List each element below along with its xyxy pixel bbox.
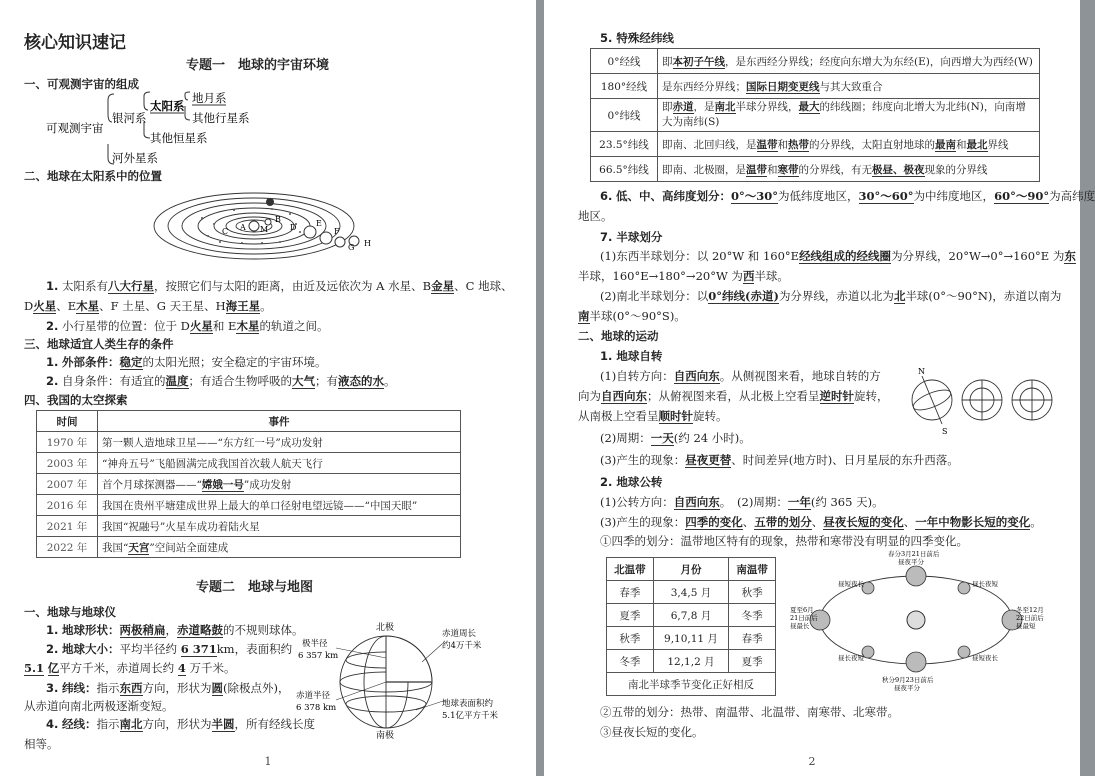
orbit-arc-3: 昼长夜短	[838, 654, 864, 662]
page-right	[544, 0, 1095, 776]
orbit-winter: 冬至12月	[1016, 606, 1044, 614]
rotation-heading: 1. 地球自转	[600, 349, 663, 363]
orbit-arc-2: 昼长夜短	[972, 580, 998, 588]
special-lines-table	[590, 48, 1040, 182]
para-rotation-dir: (1)自转方向：自西向东。从侧视图来看，地球自转的方	[600, 369, 881, 383]
para-rotation-effects: (3)产生的现象：昼夜更替、时间差异(地方时)、日月星辰的东升西落。	[600, 453, 959, 467]
tree-solar: 太阳系	[150, 99, 185, 113]
tree-extragalactic: 河外星系	[112, 151, 158, 165]
table-row: 1970 年 第一颗人造地球卫星——“东方红一号”成功发射	[37, 432, 461, 453]
th-event: 事件	[98, 411, 461, 432]
table-row: 0°经线 即本初子午线，是东西经分界线；经度向东增大为东经(E)，向西增大为西经(W)	[591, 49, 1040, 74]
para-ew-hemisphere-cont: 半球，160°E→180°→20°W 为西半球。	[578, 269, 789, 283]
page-left	[0, 0, 536, 776]
tree-earth-moon: 地月系	[192, 91, 227, 105]
orbit-arc-1: 昼短夜长	[838, 580, 864, 588]
orbit-summer-2: 21日前后	[790, 614, 818, 622]
space-exploration-table	[36, 410, 461, 558]
orbit-label-G: G	[348, 243, 355, 252]
para-external: 1. 外部条件：稳定的太阳光照；安全稳定的宇宙环境。	[46, 355, 327, 369]
globe-eq-value: 6 378 km	[296, 703, 337, 713]
orbit-label-E: E	[316, 219, 322, 228]
th-time: 时间	[37, 411, 98, 432]
orbit-label-C: C	[222, 227, 229, 236]
para-planets: 1. 太阳系有八大行星，按照它们与太阳的距离，由近及远依次为 A 水星、B金星、C 地球、	[46, 279, 513, 293]
section3-heading: 三、地球适宜人类生存的条件	[24, 337, 174, 351]
para-daylength: ③昼夜长短的变化。	[600, 725, 704, 739]
season-footnote: 南北半球季节变化正好相反	[607, 673, 776, 696]
table-row: 23.5°纬线 即南、北回归线，是温带和热带的分界线，太阳直射地球的最南和最北界线	[591, 132, 1040, 157]
t2-section1-heading: 一、地球与地球仪	[24, 605, 116, 619]
orbit-summer: 夏至6月	[790, 606, 814, 614]
para-shape: 1. 地球形状：两极稍扁，赤道略鼓的不规则球体。	[46, 623, 304, 637]
table-row: 180°经线 是东西经分界线；国际日期变更线与其大致重合	[591, 74, 1040, 99]
table-row: 2007 年 首个月球探测器——“嫦娥一号”成功发射	[37, 474, 461, 495]
para-latitude-zones-cont: 地区。	[578, 209, 613, 223]
globe-eq-length-value: 约4万千米	[442, 641, 482, 651]
orbit-label-H: H	[364, 239, 371, 248]
table-row: 66.5°纬线 即南、北极圈，是温带和寒带的分界线，有无极昼、极夜现象的分界线	[591, 157, 1040, 182]
globe-polar-value: 6 357 km	[298, 651, 339, 661]
section1-heading: 一、可观测宇宙的组成	[24, 77, 139, 91]
para-longitude-cont: 相等。	[24, 737, 59, 751]
globe-diagram	[296, 618, 508, 740]
table-row: 秋季 9,10,11 月 春季	[607, 627, 776, 650]
orbit-label-B: B	[275, 215, 281, 224]
table-row: 夏季 6,7,8 月 冬季	[607, 604, 776, 627]
para-size-cont: 5.1 亿平方千米，赤道周长约 4 万千米。	[24, 661, 236, 675]
sun-icon	[249, 221, 259, 231]
orbit-summer-3: 昼最长	[790, 622, 810, 630]
rotation-diagrams	[906, 364, 1056, 440]
compass-s: S	[942, 427, 948, 436]
tree-other-stars: 其他恒星系	[150, 131, 208, 145]
orbit-winter-2: 22日前后	[1016, 614, 1044, 622]
page-number-left: 1	[264, 755, 272, 768]
globe-eq-radius: 赤道半径	[296, 691, 331, 701]
orbit-label-D: D	[290, 223, 297, 232]
topic1-title: 专题一 地球的宇宙环境	[186, 58, 330, 73]
section4-heading: 四、我国的太空探索	[24, 393, 128, 407]
topic2-title: 专题二 地球与地图	[196, 580, 314, 595]
sun-icon	[907, 611, 925, 629]
universe-tree	[44, 92, 284, 166]
para-ew-hemisphere: (1)东西半球划分：以 20°W 和 160°E经线组成的经线圈为分界线，20°W→0°→160°E 为东	[600, 249, 1076, 263]
orbit-arc-4: 昼短夜长	[972, 654, 998, 662]
globe-polar-radius: 极半径	[302, 639, 328, 649]
table-row: 0°纬线 即赤道，是南北半球分界线，最大的纬线圈；纬度向北增大为北纬(N)，向南增大为南纬(S)	[591, 99, 1040, 132]
para-rotation-dir3: 从南极上空看呈顺时针旋转。	[578, 409, 728, 423]
para-latitude-cont: 从赤道向南北两极逐渐变短。	[24, 699, 174, 713]
para-asteroid: 2. 小行星带的位置：位于 D火星和 E木星的轨道之间。	[46, 319, 329, 333]
para-revolution-effects: (3)产生的现象：四季的变化、五带的划分、昼夜长短的变化、一年中物影长短的变化。	[600, 515, 1042, 529]
orbit-winter-3: 昼最短	[1016, 622, 1036, 630]
table-row: 2022 年 我国“天宫”空间站全面建成	[37, 537, 461, 558]
solar-system-diagram	[150, 186, 380, 262]
orbit-autumn: 秋分9月23日前后	[882, 676, 934, 684]
page-number-right: 2	[808, 755, 816, 768]
table-row: 冬季 12,1,2 月 夏季	[607, 650, 776, 673]
para-rotation-period: (2)周期：一天(约 24 小时)。	[600, 431, 751, 445]
para-five-zones: ②五带的划分：热带、南温带、北温带、南寒带、北寒带。	[600, 705, 899, 719]
table-row: 2003 年 “神舟五号”飞船圆满完成我国首次载人航天飞行	[37, 453, 461, 474]
section2-heading: 二、地球在太阳系中的位置	[24, 169, 162, 183]
orbit-autumn-2: 昼夜平分	[894, 684, 920, 692]
revolution-heading: 2. 地球公转	[600, 475, 663, 489]
orbit-label-A: A	[240, 223, 246, 232]
para-latitude-zones: 6. 低、中、高纬度划分：0°～30°为低纬度地区，30°～60°为中纬度地区，60°～90°为高纬度	[600, 189, 1095, 203]
globe-area: 地球表面积约	[442, 699, 494, 709]
table-row: 春季 3,4,5 月 秋季	[607, 581, 776, 604]
para-ns-hemisphere-cont: 南半球(0°～90°S)。	[578, 309, 686, 323]
hemisphere-heading: 7. 半球划分	[600, 230, 663, 244]
para-latitude: 3. 纬线：指示东西方向，形状为圆(除极点外)，	[46, 681, 290, 695]
special-lines-heading: 5. 特殊经纬线	[600, 31, 674, 45]
para-revolution-dir: (1)公转方向：自西向东。 (2)周期：一年(约 365 天)。	[600, 495, 884, 509]
tree-root: 可观测宇宙	[46, 121, 104, 135]
tree-galaxy: 银河系	[112, 111, 147, 125]
para-rotation-dir2: 向为自西向东；从俯视图来看，从北极上空看呈逆时针旋转，	[578, 389, 889, 403]
earth-motion-heading: 二、地球的运动	[578, 329, 659, 343]
compass-n: N	[918, 367, 925, 376]
orbit-spring: 春分3月21日前后	[888, 550, 940, 558]
tree-other-planets: 其他行星系	[192, 111, 250, 125]
globe-eq-length: 赤道周长	[442, 629, 477, 639]
table-row: 2016 年 我国在贵州平塘建成世界上最大的单口径射电望远镜——“中国天眼”	[37, 495, 461, 516]
para-longitude: 4. 经线：指示南北方向，形状为半圆，所有经线长度	[46, 717, 316, 731]
para-ns-hemisphere: (2)南北半球划分：以0°纬线(赤道)为分界线，赤道以北为北半球(0°～90°N)，赤道以南为	[600, 289, 1062, 303]
globe-south: 南极	[376, 731, 395, 741]
orbit-label-M: M	[260, 225, 269, 234]
season-table: 北温带 月份 南温带 春季 3,4,5 月 秋季 夏季 6,7,8 月 冬季 秋季 9,10,11 月 春季 冬季 12,1,2 月 夏季 南北半球季节变化正好相反	[606, 557, 776, 696]
para-planets-cont: D火星、E木星、F 土星、G 天王星、H海王星。	[24, 299, 272, 313]
revolution-orbit-diagram	[790, 548, 1044, 692]
orbit-label-F: F	[334, 227, 340, 236]
para-internal: 2. 自身条件：有适宜的温度；有适合生物呼吸的大气；有液态的水。	[46, 374, 396, 388]
table-row: 2021 年 我国“祝融号”火星车成功着陆火星	[37, 516, 461, 537]
orbit-spring-2: 昼夜平分	[898, 558, 924, 566]
earth-mark-icon	[266, 198, 274, 206]
para-size: 2. 地球大小：平均半径约 6 371km，表面积约	[46, 642, 293, 656]
globe-area-value: 5.1亿平方千米	[442, 711, 499, 721]
para-seasons: ①四季的划分：温带地区特有的现象，热带和寒带没有明显的四季变化。	[600, 534, 968, 548]
page-title: 核心知识速记	[24, 33, 126, 53]
globe-north: 北极	[376, 623, 395, 633]
